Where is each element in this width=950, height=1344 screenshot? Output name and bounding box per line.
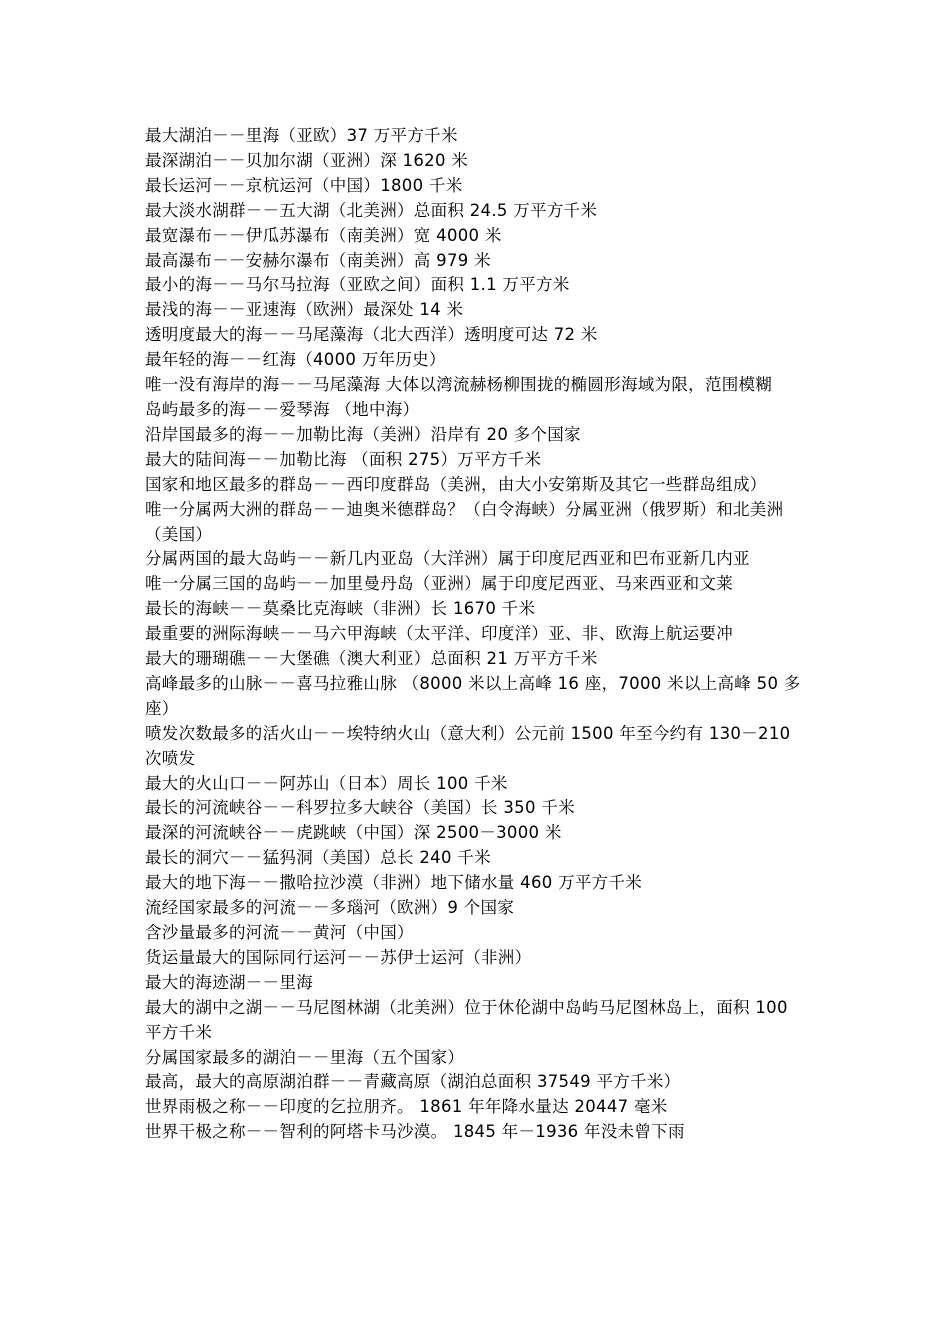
text-line: 最大的珊瑚礁－－大堡礁（澳大利亚）总面积 21 万平方千米 — [145, 649, 598, 669]
text-line: 最长运河－－京杭运河（中国）1800 千米 — [145, 175, 463, 195]
text-line: 最大的海迹湖－－里海 — [145, 972, 313, 992]
text-line: 分属国家最多的湖泊－－里海（五个国家） — [145, 1047, 465, 1067]
text-line: 唯一分属三国的岛屿－－加里曼丹岛（亚洲）属于印度尼西亚、马来西亚和文莱 — [145, 574, 733, 594]
text-line: 唯一没有海岸的海－－马尾藻海 大体以湾流赫杨柳围拢的椭圆形海域为限，范围模糊 — [145, 375, 773, 395]
text-line: 世界雨极之称－－印度的乞拉朋齐。 1861 年年降水量达 20447 毫米 — [145, 1097, 668, 1117]
text-line: 最大的地下海－－撒哈拉沙漠（非洲）地下储水量 460 万平方千米 — [145, 873, 643, 893]
text-line: 透明度最大的海－－马尾藻海（北大西洋）透明度可达 72 米 — [145, 325, 598, 345]
text-line: 货运量最大的国际同行运河－－苏伊士运河（非洲） — [145, 947, 532, 967]
text-line: 沿岸国最多的海－－加勒比海（美洲）沿岸有 20 多个国家 — [145, 424, 581, 444]
text-line: 唯一分属两大洲的群岛－－迪奥米德群岛？（白令海峡）分属亚洲（俄罗斯）和北美洲（美国） — [145, 499, 784, 544]
text-line: 最浅的海－－亚速海（欧洲）最深处 14 米 — [145, 300, 464, 320]
text-line: 流经国家最多的河流－－多瑙河（欧洲）9 个国家 — [145, 898, 515, 918]
text-line: 最深湖泊－－贝加尔湖（亚洲）深 1620 米 — [145, 150, 469, 170]
text-line: 最大湖泊－－里海（亚欧）37 万平方千米 — [145, 126, 458, 145]
text-line: 喷发次数最多的活火山－－埃特纳火山（意大利）公元前 1500 年至今约有 130－210 次喷发 — [145, 723, 791, 768]
text-line: 最大的陆间海－－加勒比海 （面积 275）万平方千米 — [145, 449, 542, 469]
text-line: 最深的河流峡谷－－虎跳峡（中国）深 2500－3000 米 — [145, 823, 562, 843]
text-line: 最大淡水湖群－－五大湖（北美洲）总面积 24.5 万平方千米 — [145, 200, 598, 220]
text-line: 高峰最多的山脉－－喜马拉雅山脉 （8000 米以上高峰 16 座，7000 米以上高峰 50 多座） — [145, 673, 801, 718]
text-line: 最大的湖中之湖－－马尼图林湖（北美洲）位于休伦湖中岛屿马尼图林岛上，面积 100 平方千米 — [145, 997, 788, 1042]
text-line: 最长的海峡－－莫桑比克海峡（非洲）长 1670 千米 — [145, 599, 536, 619]
text-line: 最长的洞穴－－猛犸洞（美国）总长 240 千米 — [145, 848, 491, 868]
text-line: 最年轻的海－－红海（4000 万年历史） — [145, 350, 446, 370]
text-line: 最大的火山口－－阿苏山（日本）周长 100 千米 — [145, 773, 508, 793]
text-line: 含沙量最多的河流－－黄河（中国） — [145, 923, 414, 942]
text-line: 最宽瀑布－－伊瓜苏瀑布（南美洲）宽 4000 米 — [145, 225, 502, 245]
text-line: 最高，最大的高原湖泊群－－青藏高原（湖泊总面积 37549 平方千米） — [145, 1072, 681, 1092]
text-line: 最小的海－－马尔马拉海（亚欧之间）面积 1.1 万平方米 — [145, 275, 570, 295]
document-body — [145, 124, 810, 1145]
text-line: 最高瀑布－－安赫尔瀑布（南美洲）高 979 米 — [145, 250, 491, 270]
text-line: 国家和地区最多的群岛－－西印度群岛（美洲，由大小安第斯及其它一些群岛组成） — [145, 474, 767, 494]
text-line: 最重要的洲际海峡－－马六甲海峡（太平洋、印度洋）亚、非、欧海上航运要冲 — [145, 624, 733, 644]
text-line: 岛屿最多的海－－爱琴海 （地中海） — [145, 399, 420, 419]
text-line: 最长的河流峡谷－－科罗拉多大峡谷（美国）长 350 千米 — [145, 798, 575, 818]
text-line: 分属两国的最大岛屿－－新几内亚岛（大洋洲）属于印度尼西亚和巴布亚新几内亚 — [145, 549, 750, 569]
text-line: 世界干极之称－－智利的阿塔卡马沙漠。 1845 年－1936 年没未曾下雨 — [145, 1122, 685, 1142]
